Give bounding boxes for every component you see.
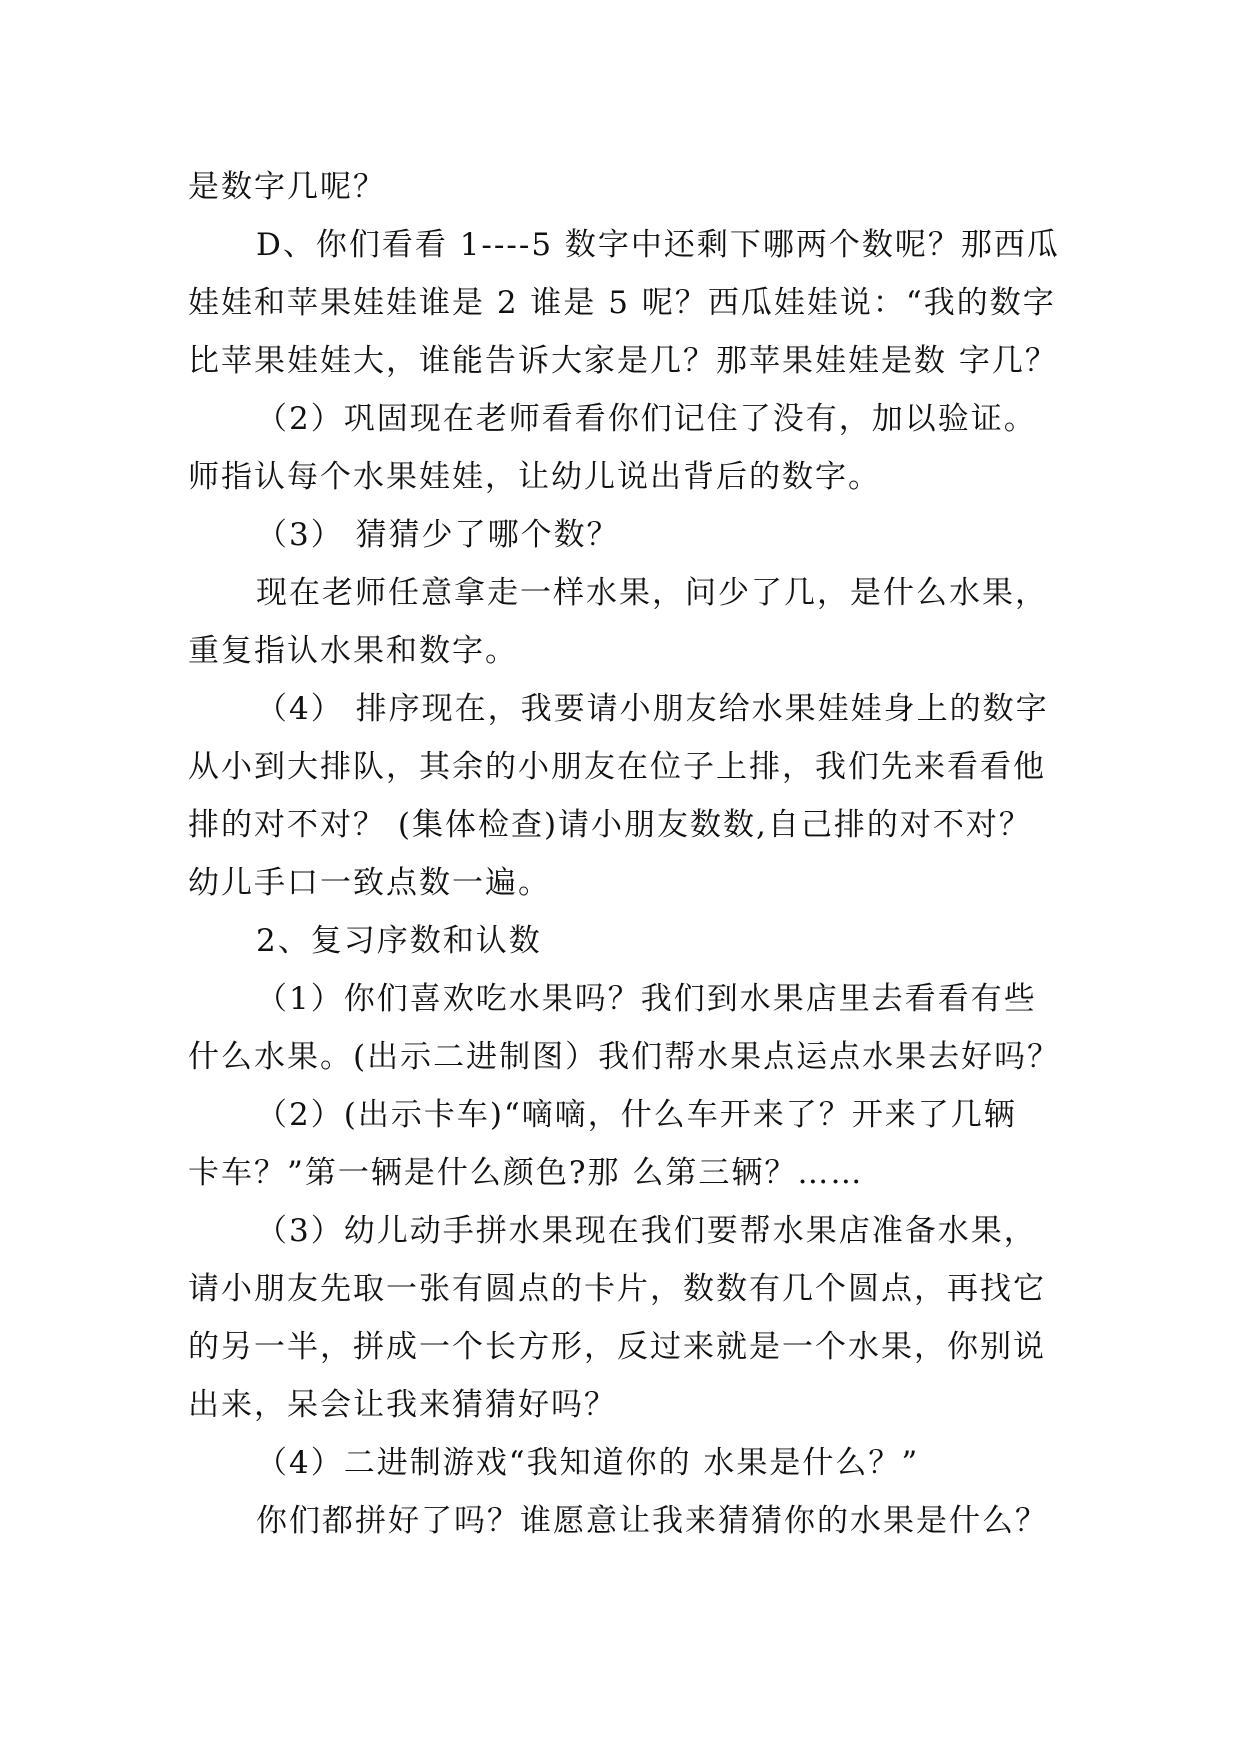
text-line: （1）你们喜欢吃水果吗？我们到水果店里去看看有些 <box>256 981 1037 1017</box>
text-line: （4） 排序现在，我要请小朋友给水果娃娃身上的数字 <box>256 691 1049 727</box>
text-line: 你们都拼好了吗？谁愿意让我来猜猜你的水果是什么？ <box>256 1503 1048 1539</box>
text-line: （2）巩固现在老师看看你们记住了没有，加以验证。 <box>256 401 1037 437</box>
text-line: （3）幼儿动手拼水果现在我们要帮水果店准备水果， <box>256 1213 1037 1249</box>
text-line: （4）二进制游戏“我知道你的 水果是什么？” <box>256 1445 920 1481</box>
text-line: 2、复习序数和认数 <box>256 923 542 959</box>
text-line: 重复指认水果和数字。 <box>188 633 518 669</box>
document-body <box>188 158 1068 1550</box>
text-line: 师指认每个水果娃娃，让幼儿说出背后的数字。 <box>188 459 881 495</box>
text-line: 什么水果。(出示二进制图）我们帮水果点运点水果去好吗？ <box>188 1039 1061 1075</box>
text-line: 是数字几呢？ <box>188 169 386 205</box>
text-line: 从小到大排队，其余的小朋友在位子上排，我们先来看看他 <box>188 749 1046 785</box>
text-line: 现在老师任意拿走一样水果，问少了几，是什么水果， <box>256 575 1048 611</box>
text-line: 幼儿手口一致点数一遍。 <box>188 865 551 901</box>
text-line: 卡车？”第一辆是什么颜色?那 么第三辆？…… <box>188 1155 864 1191</box>
text-line: 比苹果娃娃大，谁能告诉大家是几？那苹果娃娃是数 字几？ <box>188 343 1058 379</box>
text-line: （2）(出示卡车)“嘀嘀，什么车开来了？开来了几辆 <box>256 1097 1017 1133</box>
text-line: D、你们看看 1----5 数字中还剩下哪两个数呢？那西瓜 <box>256 227 1060 263</box>
text-line: 的另一半，拼成一个长方形，反过来就是一个水果，你别说 <box>188 1329 1046 1365</box>
text-line: 出来，呆会让我来猜猜好吗？ <box>188 1387 617 1423</box>
text-line: 娃娃和苹果娃娃谁是 2 谁是 5 呢？西瓜娃娃说：“我的数字 <box>188 285 1056 321</box>
text-line: 排的对不对？ (集体检查)请小朋友数数,自己排的对不对？ <box>188 807 1032 843</box>
text-line: 请小朋友先取一张有圆点的卡片，数数有几个圆点，再找它 <box>188 1271 1046 1307</box>
text-line: （3） 猜猜少了哪个数？ <box>256 517 620 553</box>
